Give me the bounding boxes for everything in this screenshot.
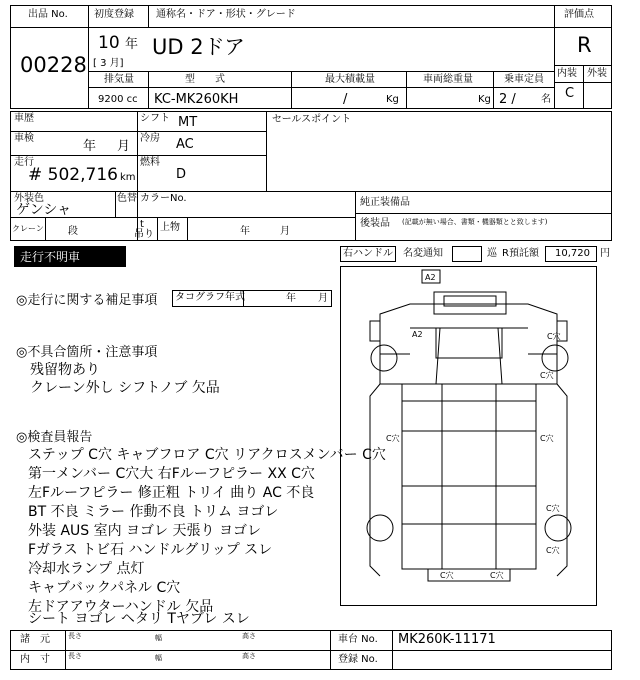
- inspector-line-6: Fガラス トビ石 ハンドルグリップ スレ: [28, 542, 273, 558]
- dims-length-label: 長さ: [68, 632, 82, 640]
- history-label: 車歴: [14, 113, 34, 124]
- inspector-line-4: BT 不良 ミラー 作動不良 トリム ヨゴレ: [28, 504, 279, 520]
- cab-roof: [434, 292, 506, 314]
- truck-diagram: [340, 266, 597, 606]
- score: R: [577, 33, 592, 57]
- inspector-line-9: 左ドアアウターハンドル 欠品: [28, 599, 214, 615]
- dims-width-label: 幅: [155, 634, 162, 642]
- color-change-label: 色替: [117, 193, 137, 204]
- grade-label: 評価点: [564, 9, 594, 20]
- kg-2: Kg: [478, 94, 491, 105]
- cab-outline: [380, 304, 557, 384]
- ext-color-label: 外装色: [14, 193, 44, 204]
- interior-score: C: [565, 86, 575, 101]
- first-reg-year-unit: 年: [125, 37, 139, 52]
- mark-c-right-wheel: C穴: [540, 371, 554, 380]
- rhd-label: 右ハンドル: [343, 248, 393, 259]
- tacho-month: 月: [318, 293, 328, 304]
- name-label: 通称名・ドア・形状・グレード: [156, 9, 296, 20]
- sales-label: セールスポイント: [272, 114, 352, 125]
- mileage-label: 走行: [14, 157, 34, 168]
- upper-year: 年: [240, 226, 250, 237]
- deposit-unit: 円: [600, 248, 610, 259]
- inspection-month: 月: [117, 139, 131, 154]
- genuine-label: 純正装備品: [360, 197, 410, 208]
- capacity-unit: 名: [541, 94, 551, 105]
- interior-label: 内装: [557, 68, 577, 79]
- crane-label: クレーン: [12, 224, 44, 233]
- color-no-label: カラーNo.: [140, 193, 187, 204]
- inner-length-label: 長さ: [68, 652, 82, 660]
- ac: AC: [176, 137, 194, 152]
- upper-month: 月: [280, 226, 290, 237]
- mark-a2-cab: A2: [412, 330, 423, 339]
- upper-label: 上物: [160, 222, 180, 233]
- displacement: 9200 cc: [98, 94, 138, 105]
- dims-label: 諸 元: [20, 634, 50, 645]
- kg-1: Kg: [386, 94, 399, 105]
- inspector-line-2: 第一メンバー C穴大 右Fルーフピラー XX C穴: [28, 466, 315, 482]
- first-reg-label: 初度登録: [94, 9, 134, 20]
- rear-left-wheel: [367, 515, 393, 541]
- defect-line-2: クレーン外し シフトノブ 欠品: [30, 380, 220, 396]
- model-name: UD 2ドア: [152, 35, 245, 59]
- inspection-label: 車検: [14, 133, 34, 144]
- first-reg-year: 10: [98, 33, 120, 53]
- windshield: [410, 328, 528, 384]
- tacho-label: タコグラフ年式: [175, 292, 245, 303]
- inspector-title: ◎検査員報告: [16, 430, 93, 445]
- front-right-wheel: [542, 345, 568, 371]
- lot-no-label: 出品 No.: [28, 9, 68, 20]
- gross-weight-label: 車両総重量: [423, 74, 473, 85]
- aftermarket-note: (記載が無い場合、書類・機器類とと致します): [402, 218, 548, 226]
- inspection-year: 年: [83, 139, 97, 154]
- inspector-line-8: キャブバックパネル C穴: [28, 580, 181, 596]
- mark-c-right-rear2: C穴: [546, 546, 560, 555]
- capacity: 2 /: [499, 92, 516, 107]
- mileage-unit: km: [120, 172, 136, 183]
- not-running-badge: 走行不明車: [14, 246, 126, 267]
- shift: MT: [178, 115, 198, 130]
- inspector-line-10: シート ヨゴレ ヘタリ Tヤブレ スレ: [28, 611, 250, 627]
- lot-no: 00228: [20, 53, 87, 77]
- mark-c-bumper-left: C穴: [440, 571, 454, 580]
- exterior-label: 外装: [587, 68, 607, 79]
- deposit-value: 10,720: [555, 248, 590, 259]
- fuel: D: [176, 167, 187, 182]
- max-load-label: 最大積載量: [325, 74, 375, 85]
- deposit-prefix: 巡: [487, 248, 497, 259]
- inner-dims-label: 内 寸: [20, 654, 50, 665]
- deposit-label: R預託額: [502, 248, 539, 259]
- mark-c-right-cab: C穴: [547, 332, 561, 341]
- front-left-wheel: [371, 345, 397, 371]
- dims-height-label: 高さ: [242, 632, 256, 640]
- crane-t: t: [140, 219, 144, 230]
- inner-height-label: 高さ: [242, 652, 256, 660]
- name-change-label: 名変通知: [403, 248, 443, 259]
- dashboard: [436, 328, 502, 358]
- name-change-box: [452, 246, 482, 262]
- capacity-label: 乗車定員: [504, 74, 544, 85]
- chassis-left-rail: [402, 384, 442, 569]
- chassis-no: MK260K-11171: [398, 632, 496, 647]
- ext-color: ゲンシャ: [16, 202, 72, 218]
- crane-hang: 吊り: [134, 229, 154, 240]
- mark-a2-top: A2: [425, 273, 436, 282]
- first-reg-month: [ 3 月]: [93, 58, 124, 69]
- crane-stage: 段: [68, 226, 78, 237]
- displacement-label: 排気量: [104, 74, 134, 85]
- chassis-center: [442, 384, 496, 569]
- model-label: 型 式: [185, 74, 225, 85]
- mark-c-bumper-right: C穴: [490, 571, 504, 580]
- tacho-year: 年: [286, 293, 296, 304]
- shift-label: シフト: [140, 113, 170, 124]
- ac-label: 冷房: [140, 133, 160, 144]
- mark-c-right-rear: C穴: [546, 504, 560, 513]
- chassis-label: 車台 No.: [338, 634, 378, 645]
- chassis-right-rail: [496, 384, 536, 569]
- defects-title: ◎不具合箇所・注意事項: [16, 345, 158, 360]
- driving-title: ◎走行に関する補足事項: [16, 293, 158, 308]
- left-mirror: [370, 321, 380, 341]
- body-left-side: [370, 384, 380, 576]
- aftermarket-label: 後装品: [360, 218, 390, 229]
- mark-c-right-frame: C穴: [540, 434, 554, 443]
- inner-width-label: 幅: [155, 654, 162, 662]
- inspector-line-1: ステップ C穴 キャブフロア C穴 リアクロスメンバー C穴: [28, 447, 386, 463]
- reg-label: 登録 No.: [338, 654, 378, 665]
- model-code: KC-MK260KH: [154, 92, 239, 107]
- inspector-line-5: 外装 AUS 室内 ヨゴレ 天張り ヨゴレ: [28, 523, 261, 539]
- mark-c-left-frame: C穴: [386, 434, 400, 443]
- mileage: # 502,716: [28, 165, 118, 185]
- max-load-slash: /: [343, 92, 348, 107]
- inspector-line-3: 左Fルーフピラー 修正粗 トリイ 曲り AC 不良: [28, 485, 315, 501]
- defect-line-1: 残留物あり: [30, 362, 100, 378]
- fuel-label: 燃料: [140, 157, 160, 168]
- inspector-line-7: 冷却水ランプ 点灯: [28, 561, 145, 577]
